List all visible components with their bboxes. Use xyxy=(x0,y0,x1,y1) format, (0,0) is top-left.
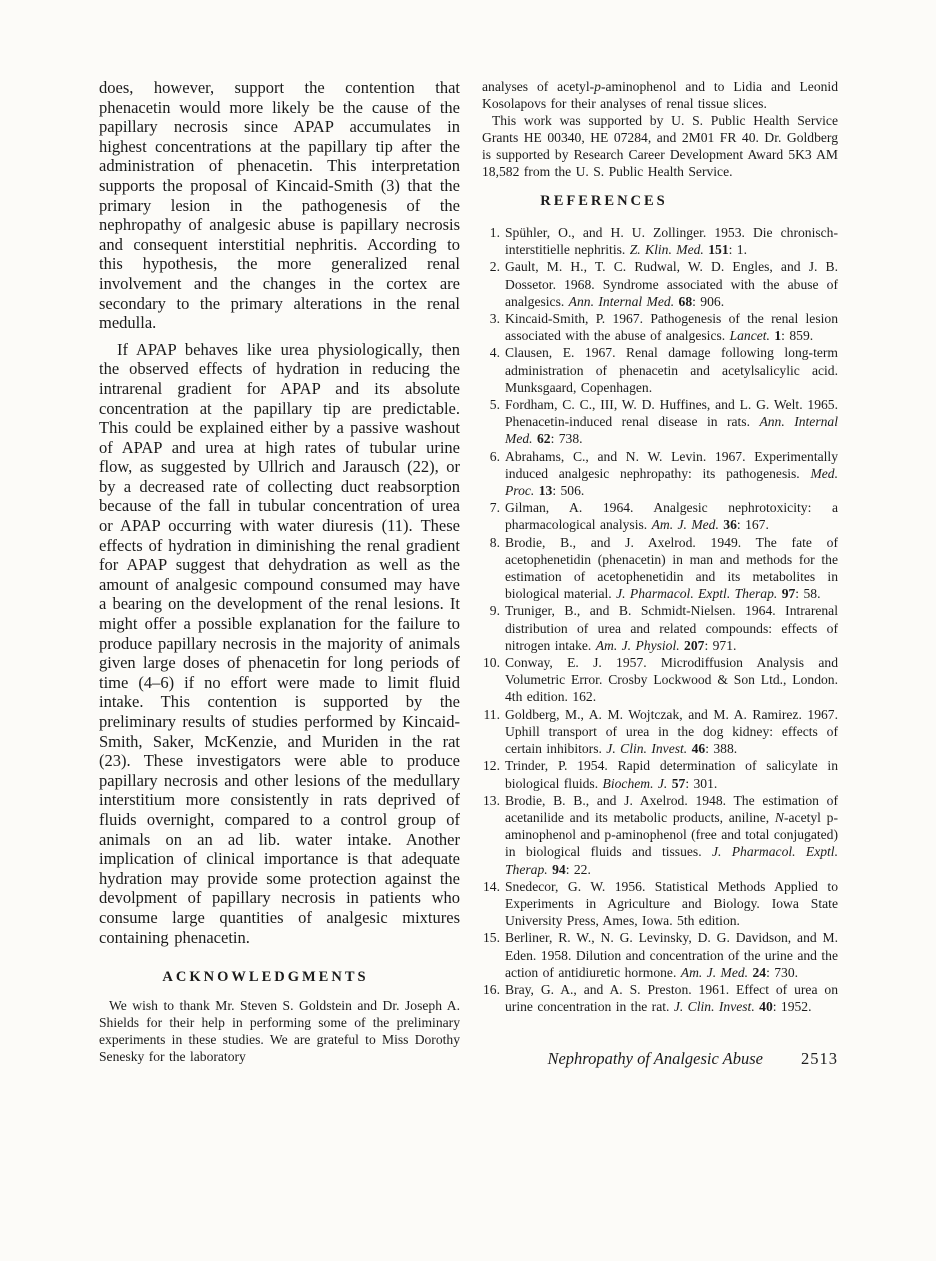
reference-item xyxy=(482,534,838,603)
reference-number: 3. xyxy=(489,311,500,327)
reference-text: Brodie, B., and J. Axelrod. 1949. The fate of acetophenetidin (phenacetin) in man and methods for the estimation of acetophenetidin and its metabolites in biological material. J. Pharmacol. Exptl. Therap. 97: 58. xyxy=(505,534,838,602)
reference-number: 5. xyxy=(489,397,500,413)
reference-number: 16. xyxy=(483,981,500,997)
reference-item xyxy=(482,602,838,654)
reference-number: 10. xyxy=(483,655,500,671)
reference-text: Trinder, P. 1954. Rapid determination of salicylate in biological fluids. Biochem. J. 57: 301. xyxy=(505,758,838,791)
reference-text: Clausen, E. 1967. Renal damage following long-term administration of phenacetin and acetylsalicylic acid. Munksgaard, Copenhagen. xyxy=(505,345,838,395)
reference-item xyxy=(482,224,838,258)
reference-text: Abrahams, C., and N. W. Levin. 1967. Experimentally induced analgesic nephropathy: its pathogenesis. Med. Proc. 13: 506. xyxy=(505,448,838,499)
reference-number: 1. xyxy=(489,225,500,240)
reference-text: Snedecor, G. W. 1956. Statistical Methods Applied to Experiments in Agriculture and Biology. Iowa State University Press, Ames, Iowa. 5th edition. xyxy=(505,878,838,929)
paragraph: does, however, support the contention that phenacetin would more likely be the cause of the papillary necrosis since APAP accumulates in highest concentrations at the papillary tip after the administration of phenacetin. This interpretation supports the proposal of Kincaid-Smith (3) that the primary lesion in the pathogenesis of the nephropathy of analgesic abuse is papillary necrosis and consequent interstitial nephritis. According to this hypothesis, the more generalized renal involvement and the changes in the cortex are secondary to the primary alterations in the renal medulla. xyxy=(99,78,460,333)
page-number: 2513 xyxy=(801,1049,838,1069)
reference-number: 2. xyxy=(489,259,500,275)
acknowledgments-text xyxy=(99,997,460,1065)
paragraph: We wish to thank Mr. Steven S. Goldstein and Dr. Joseph A. Shields for their help in performing some of the preliminary experiments in these studies. We are grateful to Miss Dorothy Senesky for the laboratory xyxy=(99,998,460,1065)
reference-item xyxy=(482,258,838,310)
paragraph: If APAP behaves like urea physiologically, then the observed effects of hydration in reducing the intrarenal gradient for APAP and its absolute concentration at the papillary tip are predictable. This could be explained either by a passive washout of APAP and urea at high rates of tubular urine flow, as suggested by Ullrich and Jarausch (22), or by a decreased rate of collecting duct reabsorption because of the fall in tubular concentration of urea or APAP occurring with water diuresis (11). These effects of hydration in diminishing the renal gradient for APAP suggest that dehydration as well as the amount of analgesic compound consumed may have a bearing on the development of the renal lesions. It might offer a possible explanation for the failure to produce papillary necrosis in the majority of animals given large doses of phenacetin for long periods of time (4–6) if no effort were made to limit fluid intake. This contention is supported by the preliminary results of studies performed by Kincaid-Smith, Saker, McKenzie, and Muriden in the rat (23). These investigators were able to produce papillary necrosis and other lesions of the medullary interstitium more consistently in rats deprived of fluids overnight, compared to a control group of animals on an ad lib. water intake. Another implication of clinical importance is that adequate hydration may provide some protection against the devolpment of papillary necrosis in patients who consume large quantities of analgesic mixtures containing phenacetin. xyxy=(99,339,460,947)
reference-number: 11. xyxy=(483,706,500,722)
reference-item xyxy=(482,929,838,981)
left-column xyxy=(99,78,460,1069)
reference-item xyxy=(482,344,838,396)
reference-text: Gault, M. H., T. C. Rudwal, W. D. Engles, and J. B. Dossetor. 1968. Syndrome associated with the abuse of analgesics. Ann. Internal Med. 68: 906. xyxy=(505,259,838,309)
references-list xyxy=(482,224,838,1015)
reference-item xyxy=(482,706,838,758)
reference-item xyxy=(482,878,838,930)
reference-item xyxy=(482,792,838,878)
reference-number: 8. xyxy=(489,534,500,550)
reference-item xyxy=(482,448,838,500)
reference-text: Goldberg, M., A. M. Wojtczak, and M. A. Ramirez. 1967. Uphill transport of urea in the dog kidney: effects of certain inhibitors. J. Clin. Invest. 46: 388. xyxy=(505,706,838,757)
reference-item xyxy=(482,499,838,533)
reference-item xyxy=(482,654,838,706)
reference-text: Gilman, A. 1964. Analgesic nephrotoxicity: a pharmacological analysis. Am. J. Med. 36: 167. xyxy=(505,500,838,533)
reference-number: 15. xyxy=(483,930,500,946)
reference-item xyxy=(482,981,838,1015)
reference-number: 13. xyxy=(483,792,500,808)
running-title: Nephropathy of Analgesic Abuse xyxy=(547,1049,763,1069)
reference-text: Berliner, R. W., N. G. Levinsky, D. G. Davidson, and M. Eden. 1958. Dilution and concentration of the urine and the action of antidiuretic hormone. Am. J. Med. 24: 730. xyxy=(505,930,838,980)
reference-text: Conway, E. J. 1957. Microdiffusion Analysis and Volumetric Error. Crosby Lockwood & Son Ltd., London. 4th edition. 162. xyxy=(505,655,838,705)
reference-item xyxy=(482,310,838,344)
reference-text: Fordham, C. C., III, W. D. Huffines, and L. G. Welt. 1965. Phenacetin-induced renal disease in rats. Ann. Internal Med. 62: 738. xyxy=(505,397,838,447)
reference-number: 7. xyxy=(489,500,500,516)
acknowledgments-continuation xyxy=(482,78,838,180)
reference-number: 9. xyxy=(489,603,500,619)
reference-number: 6. xyxy=(489,448,500,464)
discussion-text xyxy=(99,78,460,947)
reference-number: 12. xyxy=(483,758,500,774)
reference-text: Brodie, B. B., and J. Axelrod. 1948. The estimation of acetanilide and its metabolic products, aniline, N-acetyl p-aminophenol and p-aminophenol (free and total conjugated) in biological fluids and tissues. J. Pharmacol. Exptl. Therap. 94: 22. xyxy=(505,792,838,877)
references-heading: REFERENCES xyxy=(540,193,668,209)
funding-paragraph: This work was supported by U. S. Public Health Service Grants HE 00340, HE 07284, and 2M01 FR 40. Dr. Goldberg is supported by Research Career Development Award 5K3 AM 18,582 from the U. S. Public Health Service. xyxy=(482,113,838,179)
reference-item xyxy=(482,757,838,791)
reference-text: Spühler, O., and H. U. Zollinger. 1953. Die chronisch-interstitielle nephritis. Z. Klin. Med. 151: 1. xyxy=(505,225,838,258)
reference-item xyxy=(482,396,838,448)
page-footer xyxy=(482,1049,838,1069)
reference-text: Kincaid-Smith, P. 1967. Pathogenesis of the renal lesion associated with the abuse of analgesics. Lancet. 1: 859. xyxy=(505,311,838,344)
reference-number: 4. xyxy=(489,345,500,361)
reference-number: 14. xyxy=(483,878,500,894)
two-column-layout xyxy=(99,78,838,1069)
right-column xyxy=(482,78,838,1069)
paragraph: analyses of acetyl-p-aminophenol and to Lidia and Leonid Kosolapovs for their analyses of renal tissue slices. xyxy=(482,79,839,111)
reference-text: Truniger, B., and B. Schmidt-Nielsen. 1964. Intrarenal distribution of urea and related compounds: effects of nitrogen intake. Am. J. Physiol. 207: 971. xyxy=(505,603,838,653)
reference-text: Bray, G. A., and A. S. Preston. 1961. Effect of urea on urine concentration in the rat. J. Clin. Invest. 40: 1952. xyxy=(505,981,838,1015)
acknowledgments-heading: ACKNOWLEDGMENTS xyxy=(162,969,369,986)
